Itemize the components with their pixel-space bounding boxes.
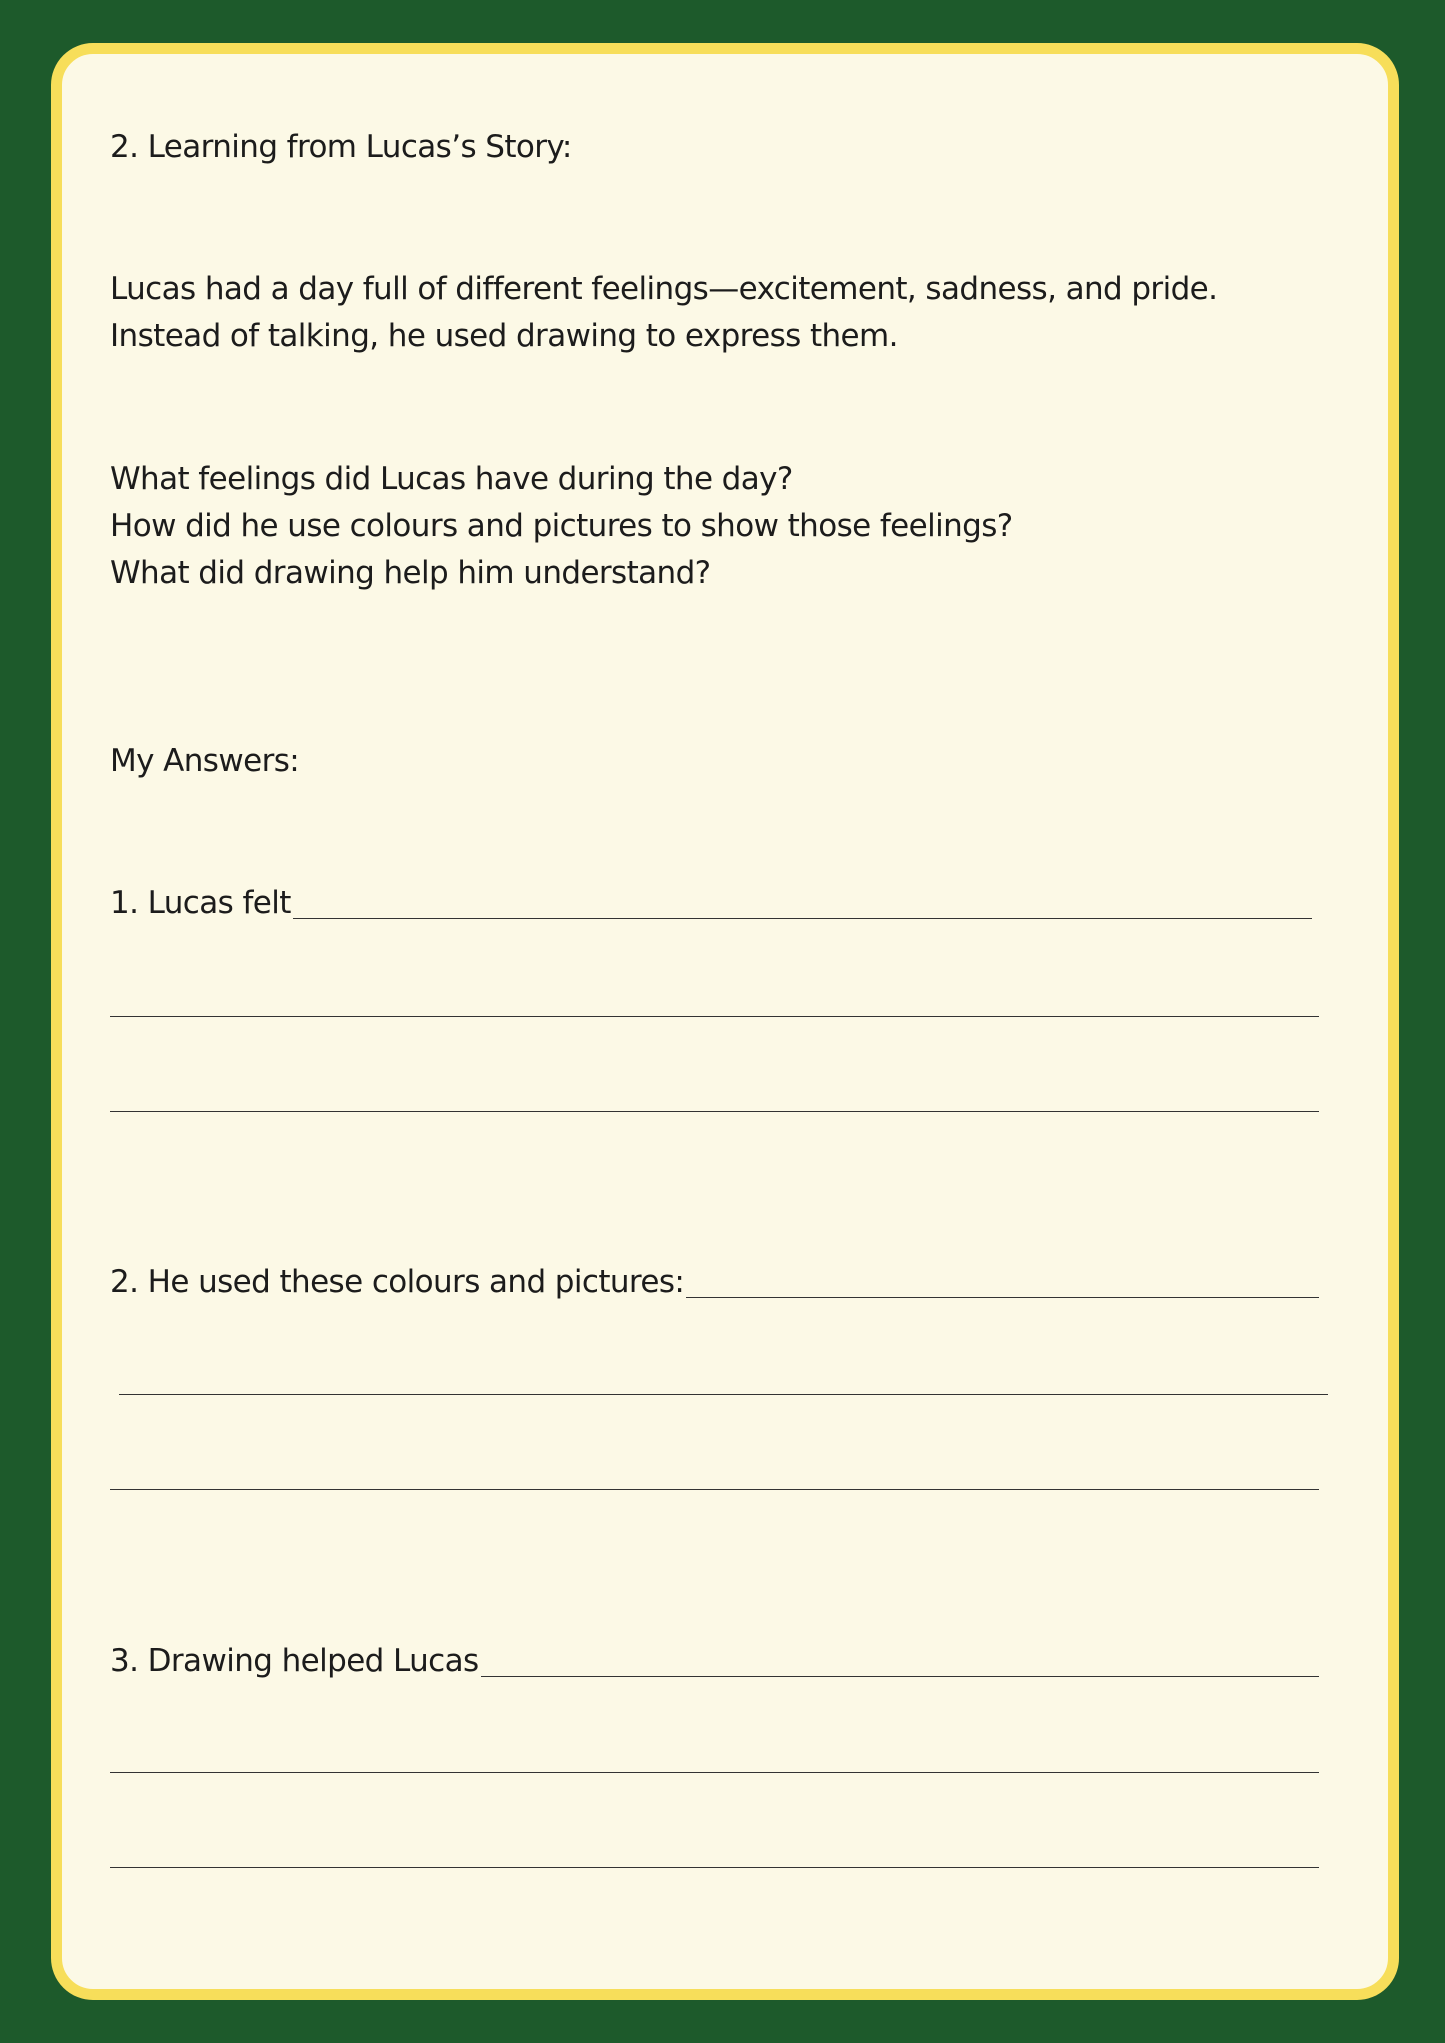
answer-2-prompt: 2. He used these colours and pictures: [110, 1264, 685, 1300]
answer-2-line-3[interactable] [110, 1489, 1319, 1490]
question-1: What feelings did Lucas have during the day? [110, 461, 793, 497]
answer-3-blank[interactable] [481, 1676, 1319, 1677]
question-3: What did drawing help him understand? [110, 555, 711, 591]
intro-line-2: Instead of talking, he used drawing to express them. [110, 318, 898, 354]
answer-1-line-2[interactable] [110, 1016, 1319, 1017]
answer-1-row[interactable] [110, 880, 1312, 927]
answer-3-row[interactable] [110, 1638, 1319, 1685]
answer-2-blank[interactable] [686, 1297, 1319, 1298]
answers-heading: My Answers: [110, 743, 300, 779]
answer-3-prompt: 3. Drawing helped Lucas [110, 1643, 479, 1679]
answer-1-prompt: 1. Lucas felt [110, 885, 291, 921]
answer-3-line-3[interactable] [110, 1867, 1319, 1868]
answer-3-line-2[interactable] [110, 1772, 1319, 1773]
answer-2-line-2[interactable] [119, 1394, 1328, 1395]
answer-1-line-3[interactable] [110, 1111, 1319, 1112]
answer-2-row[interactable] [110, 1259, 1319, 1306]
question-2: How did he use colours and pictures to show those feelings? [110, 508, 1013, 544]
intro-line-1: Lucas had a day full of different feelings—excitement, sadness, and pride. [110, 271, 1218, 307]
answer-1-blank[interactable] [293, 918, 1312, 919]
section-title: 2. Learning from Lucas’s Story: [110, 129, 572, 165]
